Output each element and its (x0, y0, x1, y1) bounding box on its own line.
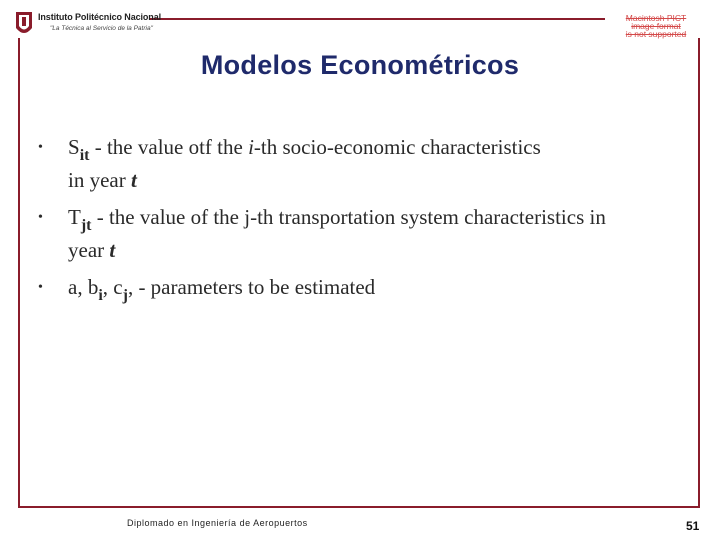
subscript-i: i (98, 287, 103, 304)
frame-top-line (150, 18, 605, 20)
bullet-text: , - parameters to be estimated (127, 275, 376, 299)
slide-title: Modelos Econométricos (200, 50, 520, 80)
symbol-t: T (68, 205, 81, 229)
frame-right-line (698, 38, 700, 508)
frame-left-line (18, 38, 20, 508)
bullet-item-s (38, 132, 678, 196)
logo-name: Instituto Politécnico Nacional (38, 12, 162, 22)
subscript-jt: jt (80, 217, 92, 234)
italic-t: t (130, 168, 137, 192)
unsupported-image-placeholder (608, 14, 704, 38)
bullet-text-line2: in year (68, 168, 131, 192)
symbol-s: S (68, 135, 80, 159)
bullet-list (38, 132, 678, 311)
bullet-dot-icon: • (38, 140, 43, 155)
placeholder-line-3: is not supported (625, 29, 687, 39)
subscript-it: it (79, 147, 90, 164)
bullet-text: - the value of the j-th transportation system characteristics in (91, 205, 606, 229)
bullet-item-parameters (38, 272, 678, 305)
logo-motto: "La Técnica al Servicio de la Patria" (50, 25, 153, 32)
bullet-dot-icon: • (38, 210, 43, 225)
frame-bottom-line (18, 506, 700, 508)
bullet-text: a, b (68, 275, 99, 299)
bullet-text-line2: year (68, 238, 110, 262)
bullet-item-t (38, 202, 678, 266)
institution-logo (14, 10, 162, 42)
placeholder-line-2: image format (631, 21, 681, 31)
bullet-text: , c (102, 275, 123, 299)
bullet-text: -th socio-economic characteristics (253, 135, 541, 159)
placeholder-line-1: Macintosh PICT (625, 13, 687, 23)
bullet-dot-icon: • (38, 280, 43, 295)
page-number: 51 (686, 519, 700, 533)
italic-i: i (248, 135, 254, 159)
bullet-text: - the value otf the (89, 135, 249, 159)
footer-course-name: Diplomado en Ingeniería de Aeropuertos (127, 518, 308, 528)
italic-t: t (109, 238, 116, 262)
ipn-seal-icon (14, 10, 34, 38)
subscript-j: j (122, 287, 128, 304)
